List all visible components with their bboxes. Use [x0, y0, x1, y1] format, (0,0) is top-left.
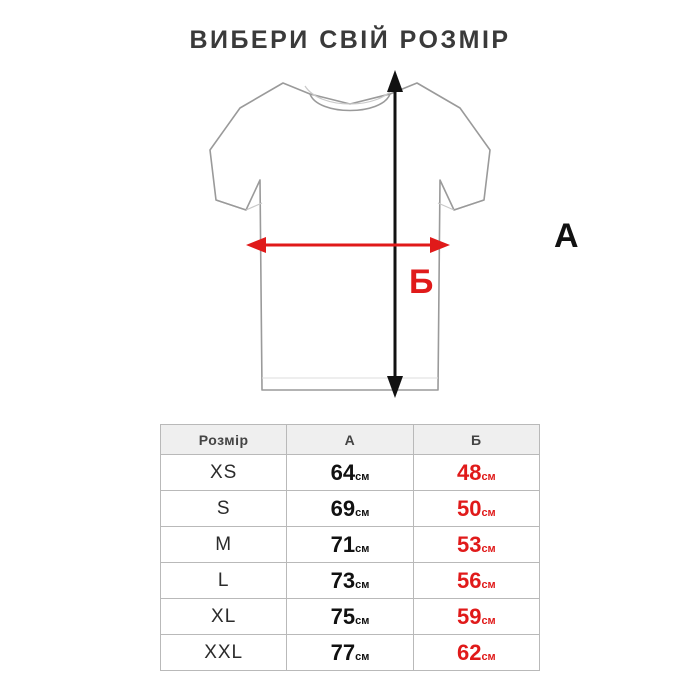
cell-a-value: 77 — [330, 639, 356, 665]
size-table — [160, 424, 540, 671]
cell-a — [287, 635, 413, 671]
table-row — [161, 527, 540, 563]
page-title: ВИБЕРИ СВІЙ РОЗМІР — [189, 26, 511, 54]
header-a: А — [287, 425, 413, 455]
cell-b-value: 50 — [456, 495, 482, 521]
unit-label: см — [355, 578, 370, 591]
unit-label: см — [481, 470, 496, 483]
unit-label: см — [355, 470, 370, 483]
label-width-b: Б — [409, 263, 434, 301]
cell-b-value: 62 — [456, 639, 482, 665]
unit-label: см — [355, 614, 370, 627]
cell-size: S — [161, 491, 287, 527]
cell-a — [287, 527, 413, 563]
cell-b — [413, 635, 539, 671]
cell-b-value: 48 — [456, 459, 482, 485]
header-b: Б — [413, 425, 539, 455]
cell-a-value: 71 — [330, 531, 356, 557]
unit-label: см — [355, 650, 370, 663]
cell-size: XL — [161, 599, 287, 635]
table-body — [161, 455, 540, 671]
cell-b-value: 53 — [456, 531, 482, 557]
cell-a-value: 73 — [330, 567, 356, 593]
unit-label: см — [481, 578, 496, 591]
tshirt-diagram — [150, 60, 579, 400]
cell-a-value: 69 — [330, 495, 356, 521]
cell-b — [413, 563, 539, 599]
unit-label: см — [355, 506, 370, 519]
cell-b-value: 59 — [456, 603, 482, 629]
cell-size: L — [161, 563, 287, 599]
table-row — [161, 491, 540, 527]
cell-b-value: 56 — [456, 567, 482, 593]
cell-size: XXL — [161, 635, 287, 671]
cell-b — [413, 455, 539, 491]
table-row — [161, 455, 540, 491]
cell-a-value: 75 — [330, 603, 356, 629]
cell-size: M — [161, 527, 287, 563]
unit-label: см — [481, 614, 496, 627]
cell-a — [287, 455, 413, 491]
cell-b — [413, 527, 539, 563]
size-table-wrapper — [160, 424, 540, 671]
unit-label: см — [481, 650, 496, 663]
table-header-row — [161, 425, 540, 455]
cell-b — [413, 599, 539, 635]
label-height-a: А — [554, 217, 579, 255]
unit-label: см — [481, 506, 496, 519]
cell-a — [287, 563, 413, 599]
unit-label: см — [355, 542, 370, 555]
cell-size: XS — [161, 455, 287, 491]
cell-b — [413, 491, 539, 527]
header-size: Розмір — [161, 425, 287, 455]
table-row — [161, 563, 540, 599]
cell-a-value: 64 — [330, 459, 356, 485]
cell-a — [287, 491, 413, 527]
table-header — [161, 425, 540, 455]
unit-label: см — [481, 542, 496, 555]
tshirt-outline-icon — [150, 60, 550, 400]
table-row — [161, 599, 540, 635]
table-row — [161, 635, 540, 671]
cell-a — [287, 599, 413, 635]
